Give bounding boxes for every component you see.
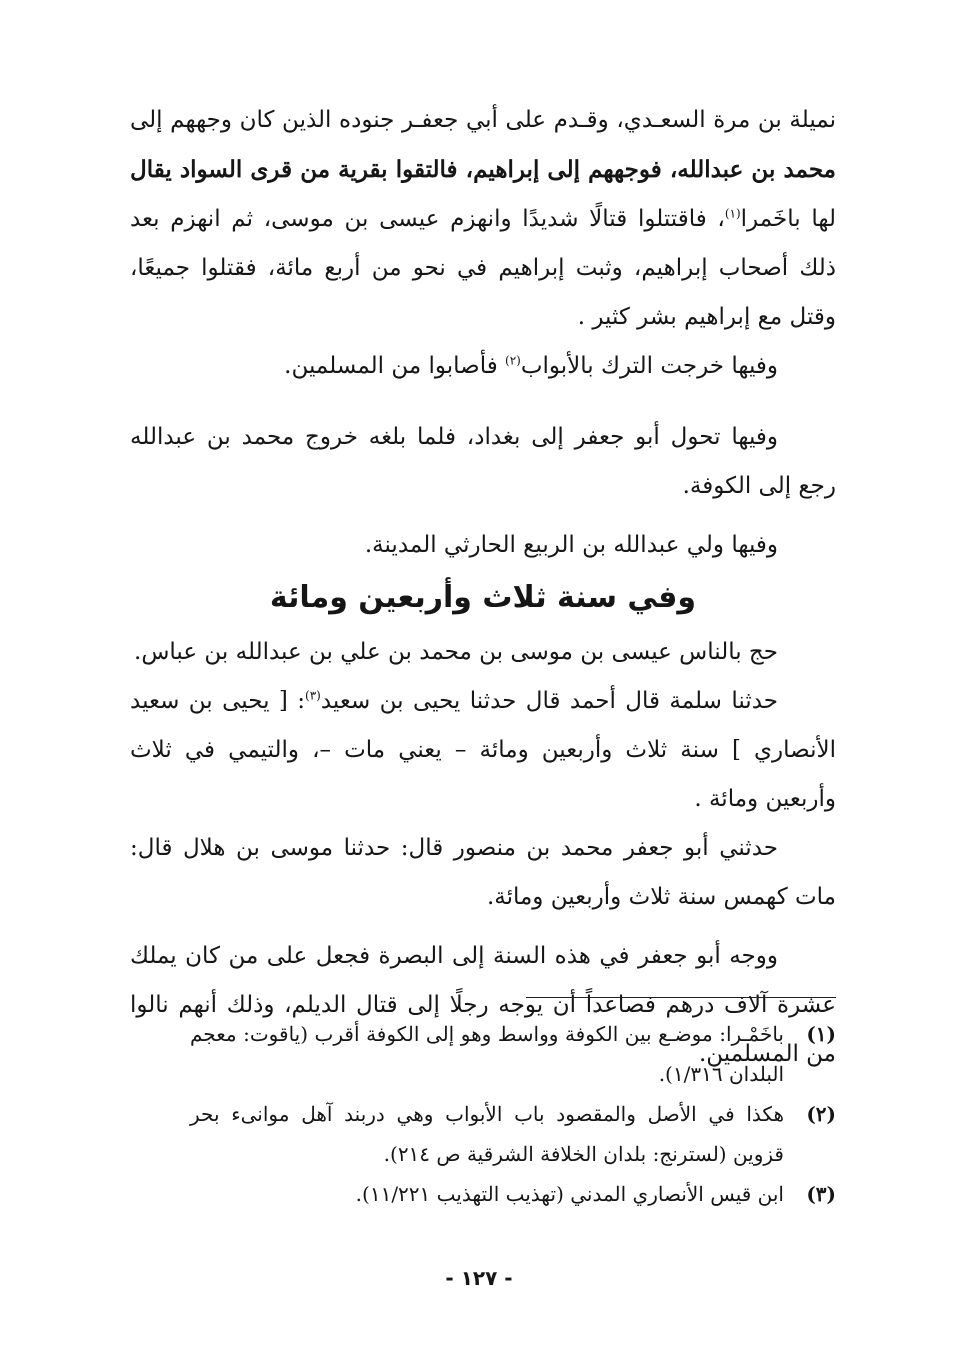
footnote-divider [526,997,836,998]
page-number: - ١٢٧ - [445,1266,513,1290]
text-run: : [ يحيى بن سعيد الأنصاري ] سنة ثلاث وأربعين ومائة – يعني مات –، والتيمي في ثلاث وأربعين ومائة . [130,688,836,812]
text-run: لها باخَمرا [740,206,836,232]
text-run: وفيها خرجت الترك بالأبواب [520,353,778,379]
text-run: حدثني أبو جعفر محمد بن منصور قال: حدثنا موسى بن هلال قال: مات كهمس سنة ثلاث وأربعين ومائة. [130,835,836,910]
footnotes [190,1014,836,1214]
footnote-3 [190,1174,836,1214]
text-run: وفيها ولي عبدالله بن الربيع الحارثي المدينة. [364,532,778,558]
footnote-ref-3[interactable]: (٣) [305,688,321,703]
paragraph-baakhamra-battle [130,96,836,342]
footnote-text: هكذا في الأصل والمقصود باب الأبواب وهي دربند آهل موانىء بحر قزوين (لسترنج: بلدان الخلافة الشرقية ص ٢١٤). [190,1102,784,1166]
paragraph-yahya-death [130,677,836,824]
paragraph-kahmas-death [130,824,836,922]
footnote-ref-1[interactable]: (١) [724,206,741,221]
footnote-1 [190,1014,836,1094]
footnote-text: ابن قيس الأنصاري المدني (تهذيب التهذيب ١١/٢٢١). [355,1182,784,1206]
text-run: ، فاقتتلوا قتالًا شديدًا وانهزم عيسى بن موسى، ثم انهزم بعد ذلك أصحاب إبراهيم، وثبت إبراهيم في نحو من أربع مائة، فقتلوا جميعًا، وقتل مع إبراهيم بشر كثير . [130,206,836,330]
text-run: نميلة بن مرة السعـدي، وقـدم على أبي جعفـر جنوده الذين كان وجههم إلى [130,107,836,133]
footnote-text: باخَمْـرا: موضـع بين الكوفة وواسط وهو إلى الكوفة أقرب (ياقوت: معجم البلدان ١/٣١٦). [190,1022,784,1086]
text-run: فأصابوا من المسلمين. [284,353,506,379]
text-run: حدثنا سلمة قال أحمد قال حدثنا يحيى بن سعيد [320,688,778,714]
text-run: حج بالناس عيسى بن موسى بن محمد بن علي بن عبدالله بن عباس. [134,639,778,665]
paragraph-baghdad-move [130,413,836,511]
body-text [130,96,836,1079]
paragraph-hajj-leader [130,628,836,677]
text-run: ووجه أبو جعفر في هذه السنة إلى البصرة فجعل على من كان يملك عشرة آلاف درهم فصاعداً أن يوجه رجلًا إلى قتال الديلم، وذلك أنهم نالوا من المسلمين. [130,943,836,1067]
text-run-bold: محمد بن عبدالله، فوجههم إلى إبراهيم، فالتقوا بقرية من قرى السواد يقال [130,156,836,183]
footnote-number: (٣) [806,1182,836,1206]
footnote-number: (١) [806,1022,836,1046]
text-run: وفيها تحول أبو جعفر إلى بغداد، فلما بلغه خروج محمد بن عبدالله رجع إلى الكوفة. [130,424,836,499]
footnote-number: (٢) [806,1102,836,1126]
section-heading: وفي سنة ثلاث وأربعين ومائة [269,580,697,615]
paragraph-madina-governor [130,521,836,570]
footnote-ref-2[interactable]: (٢) [505,353,521,368]
paragraph-turks-abwab [130,342,836,391]
footnote-2 [190,1094,836,1174]
